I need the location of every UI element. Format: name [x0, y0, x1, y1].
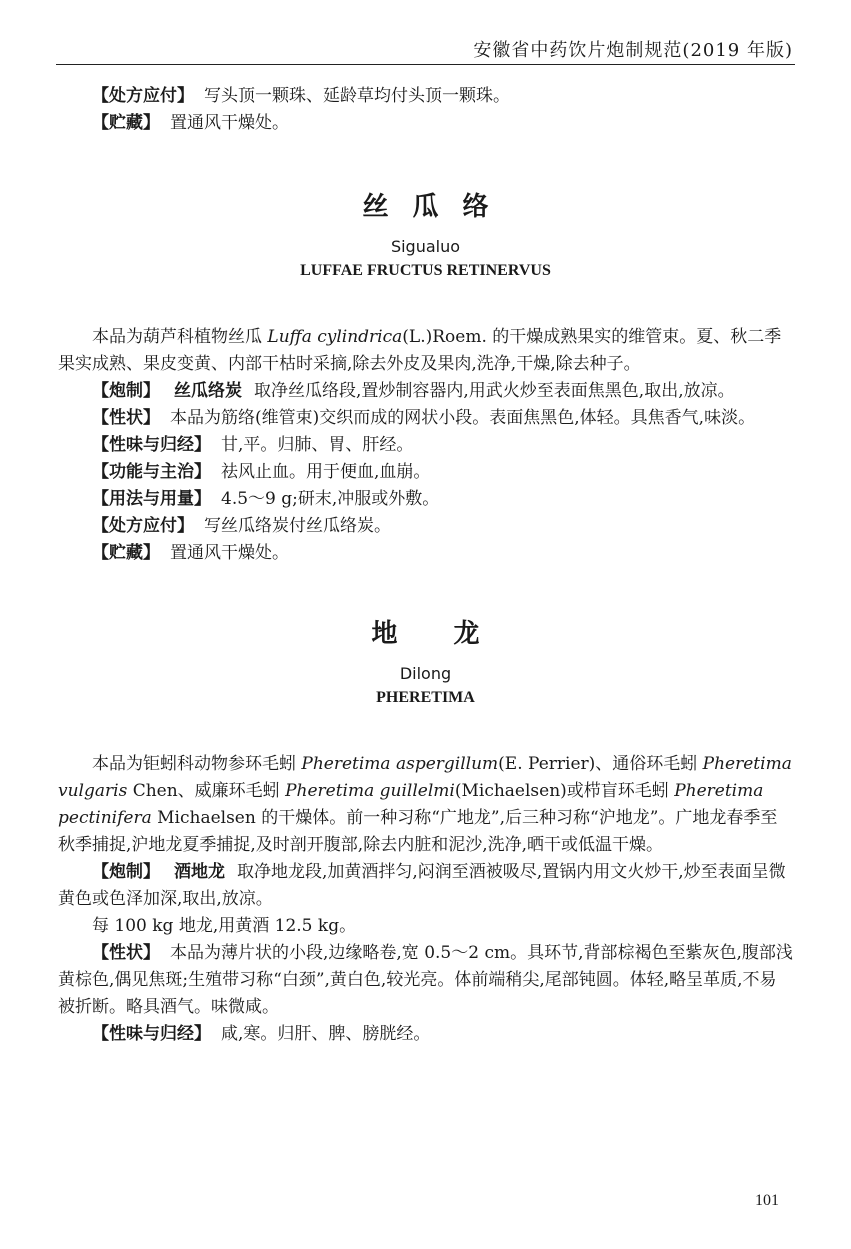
species-name: Pheretima guillelmi — [285, 781, 455, 801]
nature-text: 咸,寒。归肝、脾、膀胱经。 — [221, 1024, 431, 1044]
processing-text: 取净地龙段,加黄酒拌匀,闷润至酒被吸尽,置锅内用文火炒干,炒至表面呈微黄色或色泽加深,取出,放凉。 — [58, 862, 786, 909]
species-name: Pheretima aspergillum — [301, 754, 499, 774]
character-section — [58, 405, 793, 432]
dosage-text: 4.5～9 g;研末,冲服或外敷。 — [221, 489, 440, 509]
prev-storage — [58, 110, 793, 137]
entry-title-cn: 地龙 — [371, 619, 536, 649]
species-name: Luffa cylindrica — [267, 327, 403, 347]
processing-section — [58, 378, 793, 405]
header-rule — [56, 64, 795, 65]
storage-section — [58, 540, 793, 567]
processing-text: 取净丝瓜络段,置炒制容器内,用武火炒至表面焦黑色,取出,放凉。 — [254, 381, 735, 401]
dosage-section — [58, 486, 793, 513]
processing-label: 【炮制】 — [92, 381, 160, 401]
entry-sigualuo — [58, 186, 793, 567]
dosage-label: 【用法与用量】 — [92, 489, 211, 509]
wine-ratio-note: 每 100 kg 地龙,用黄酒 12.5 kg。 — [92, 916, 357, 936]
entry-title-latin: PHERETIMA — [376, 689, 475, 706]
nature-label: 【性味与归经】 — [92, 435, 211, 455]
entry-description: 本品为钜蚓科动物参环毛蚓 Pheretima aspergillum(E. Perrier)、通俗环毛蚓 Pheretima vulgaris Chen、威廉环毛蚓 Pheretima guillelmi(Michaelsen)或栉盲环毛蚓 Pheretima pectinifera Michaelsen 的干燥体。前一种习称“广地龙”,后三种习称“沪地龙”。广地龙春季至秋季捕捉,沪地龙夏季捕捉,及时剖开腹部,除去内脏和泥沙,洗净,晒干或低温干燥。 — [58, 754, 792, 855]
entry-title-latin: LUFFAE FRUCTUS RETINERVUS — [300, 262, 551, 279]
storage-text: 置通风干燥处。 — [170, 543, 289, 563]
nature-label: 【性味与归经】 — [92, 1024, 211, 1044]
character-text: 本品为筋络(维管束)交织而成的网状小段。表面焦黑色,体轻。具焦香气,味淡。 — [170, 408, 756, 428]
processing-section — [58, 859, 793, 913]
processing-method: 丝瓜络炭 — [174, 381, 242, 401]
character-text: 本品为薄片状的小段,边缘略卷,宽 0.5～2 cm。具环节,背部棕褐色至紫灰色,腹部浅黄棕色,偶见焦斑;生殖带习称“白颈”,黄白色,较光亮。体前端稍尖,尾部钝圆。体轻,略呈革质,不易被折断。略具酒气。味微咸。 — [58, 943, 793, 1017]
storage-label: 【贮藏】 — [92, 113, 160, 133]
storage-text: 置通风干燥处。 — [170, 113, 289, 133]
function-label: 【功能与主治】 — [92, 462, 211, 482]
nature-text: 甘,平。归肺、胃、肝经。 — [221, 435, 414, 455]
nature-section — [58, 1021, 793, 1048]
prescription-text: 写丝瓜络炭付丝瓜络炭。 — [204, 516, 391, 536]
character-label: 【性状】 — [92, 408, 160, 428]
function-section — [58, 459, 793, 486]
page-content — [58, 80, 793, 1048]
nature-section — [58, 432, 793, 459]
entry-title-pinyin: Dilong — [399, 664, 452, 683]
processing-method: 酒地龙 — [174, 862, 225, 882]
prev-prescription — [58, 83, 793, 110]
character-label: 【性状】 — [92, 943, 160, 963]
entry-dilong — [58, 613, 793, 1048]
page-number: 101 — [755, 1192, 779, 1209]
function-text: 祛风止血。用于便血,血崩。 — [221, 462, 431, 482]
processing-label: 【炮制】 — [92, 862, 160, 882]
prescription-label: 【处方应付】 — [92, 86, 194, 106]
prescription-label: 【处方应付】 — [92, 516, 194, 536]
species-name: Pheretima vulgaris — [58, 754, 792, 801]
species-name: Pheretima pectinifera — [58, 781, 764, 828]
entry-title-pinyin: Sigualuo — [390, 237, 461, 256]
storage-label: 【贮藏】 — [92, 543, 160, 563]
prescription-section — [58, 513, 793, 540]
prescription-text: 写头顶一颗珠、延龄草均付头顶一颗珠。 — [204, 86, 510, 106]
book-title-header: 安徽省中药饮片炮制规范(2019 年版) — [473, 40, 793, 61]
entry-description: 本品为葫芦科植物丝瓜 Luffa cylindrica(L.)Roem. 的干燥成熟果实的维管束。夏、秋二季果实成熟、果皮变黄、内部干枯时采摘,除去外皮及果肉,洗净,干燥,除去种子。 — [58, 327, 782, 374]
character-section — [58, 940, 793, 1021]
entry-title-cn: 丝瓜络 — [362, 192, 513, 222]
